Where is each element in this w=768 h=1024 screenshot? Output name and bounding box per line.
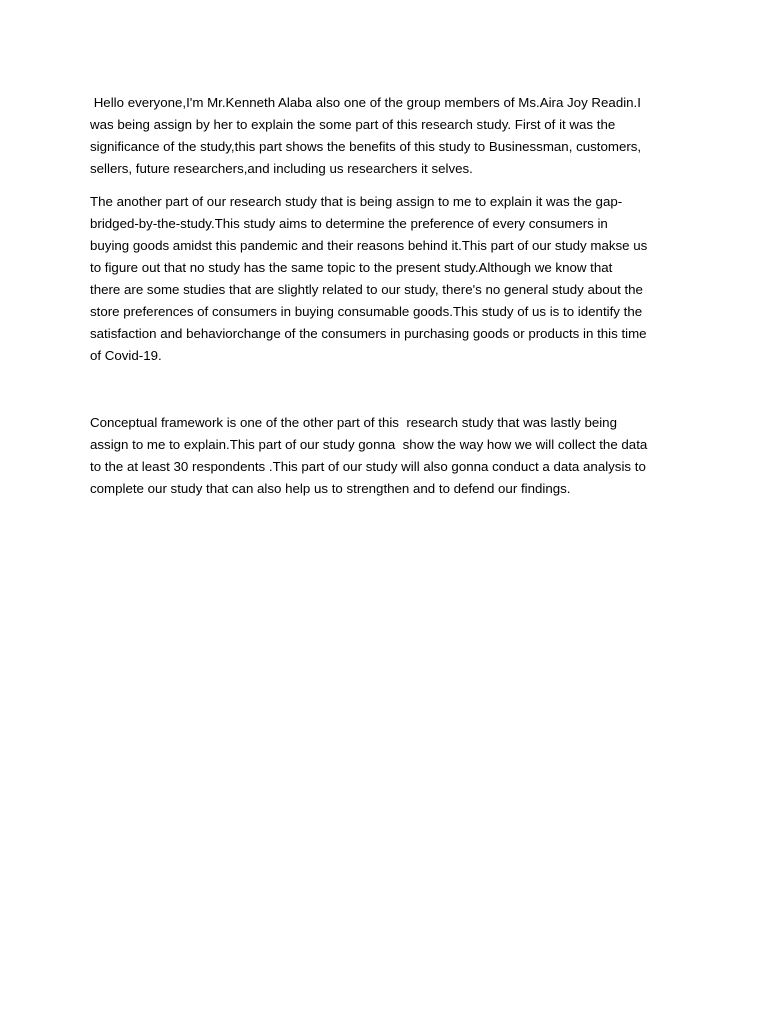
- paragraph-line: assign to me to explain.This part of our study gonna show the way how we will collect the data: [90, 437, 648, 452]
- paragraph-line: sellers, future researchers,and including us researchers it selves.: [90, 161, 473, 176]
- paragraph-line: there are some studies that are slightly related to our study, there's no general study about the: [90, 282, 643, 297]
- paragraph-line: store preferences of consumers in buying consumable goods.This study of us is to identify the: [90, 304, 643, 319]
- paragraph-line: Conceptual framework is one of the other part of this research study that was lastly being: [90, 415, 617, 430]
- paragraph-line: The another part of our research study that is being assign to me to explain it was the gap-: [90, 194, 623, 209]
- paragraph-line: buying goods amidst this pandemic and their reasons behind it.This part of our study makse us: [90, 238, 648, 253]
- paragraph-line: of Covid-19.: [90, 348, 162, 363]
- paragraph-introduction: [90, 92, 680, 180]
- paragraph-line: bridged-by-the-study.This study aims to determine the preference of every consumers in: [90, 216, 608, 231]
- paragraph-line: satisfaction and behaviorchange of the consumers in purchasing goods or products in this time: [90, 326, 647, 341]
- paragraph-gap-bridged: [90, 191, 680, 367]
- paragraph-line: to the at least 30 respondents .This part of our study will also gonna conduct a data analysis to: [90, 459, 646, 474]
- paragraph-line: was being assign by her to explain the some part of this research study. First of it was the: [90, 117, 616, 132]
- paragraph-line: significance of the study,this part shows the benefits of this study to Businessman, customers,: [90, 139, 642, 154]
- paragraph-line: complete our study that can also help us to strengthen and to defend our findings.: [90, 481, 571, 496]
- paragraph-line: Hello everyone,I'm Mr.Kenneth Alaba also one of the group members of Ms.Aira Joy Readin.I: [90, 95, 641, 110]
- paragraph-conceptual-framework: [90, 412, 680, 500]
- paragraph-line: to figure out that no study has the same topic to the present study.Although we know that: [90, 260, 613, 275]
